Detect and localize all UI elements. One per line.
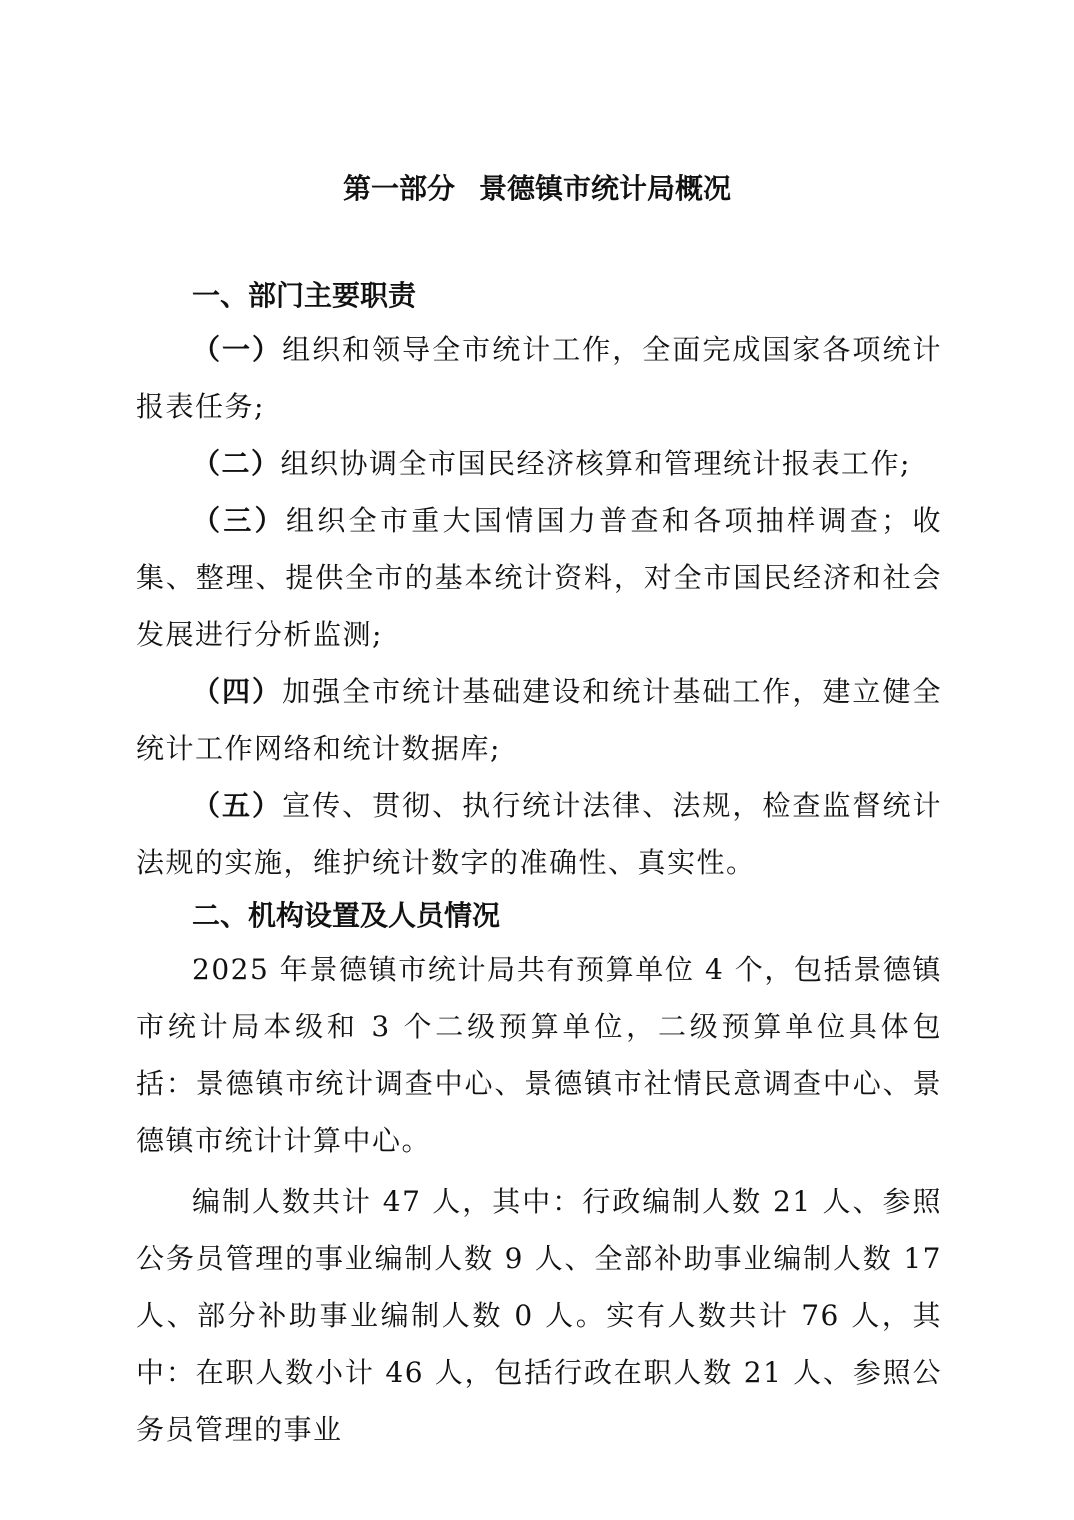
- duty-item-5: [136, 777, 942, 891]
- duty-item-4: [136, 663, 942, 777]
- duty-item-1: [136, 321, 942, 435]
- duty-item-text: 加强全市统计基础建设和统计基础工作，建立健全统计工作网络和统计数据库;: [136, 675, 942, 765]
- title-agency-name: 景德镇市统计局概况: [479, 172, 732, 205]
- duty-item-3: [136, 492, 942, 663]
- document-title: [0, 163, 1074, 215]
- duty-item-number: （二）: [192, 447, 281, 480]
- document-body: [136, 271, 942, 1458]
- organization-paragraph: 2025 年景德镇市统计局共有预算单位 4 个，包括景德镇市统计局本级和 3 个二级预算单位，二级预算单位具体包括：景德镇市统计调查中心、景德镇市社情民意调查中心、景德镇市统计计算中心。: [136, 953, 942, 1157]
- duty-item-text: 组织协调全市国民经济核算和管理统计报表工作;: [280, 447, 911, 480]
- section-heading-organization: 二、机构设置及人员情况: [192, 899, 501, 932]
- duty-item-number: （四）: [192, 675, 283, 708]
- duty-item-number: （五）: [192, 789, 283, 822]
- staffing-paragraph: 编制人数共计 47 人，其中：行政编制人数 21 人、参照公务员管理的事业编制人数 9 人、全部补助事业编制人数 17 人、部分补助事业编制人数 0 人。实有人数共计 76 人，其中：在职人数小计 46 人，包括行政在职人数 21 人、参照公务员管理的事业: [136, 1185, 942, 1446]
- duty-item-text: 组织全市重大国情国力普查和各项抽样调查；收集、整理、提供全市的基本统计资料，对全市国民经济和社会发展进行分析监测;: [136, 504, 942, 651]
- duty-item-text: 组织和领导全市统计工作，全面完成国家各项统计报表任务;: [136, 333, 942, 423]
- title-part-label: 第一部分: [342, 172, 455, 205]
- duty-item-text: 宣传、贯彻、执行统计法律、法规，检查监督统计法规的实施，维护统计数字的准确性、真实性。: [136, 789, 942, 879]
- duty-item-2: [136, 435, 942, 492]
- section-heading-duties: 一、部门主要职责: [192, 279, 417, 312]
- duty-item-number: （三）: [192, 504, 286, 537]
- duty-item-number: （一）: [192, 333, 283, 366]
